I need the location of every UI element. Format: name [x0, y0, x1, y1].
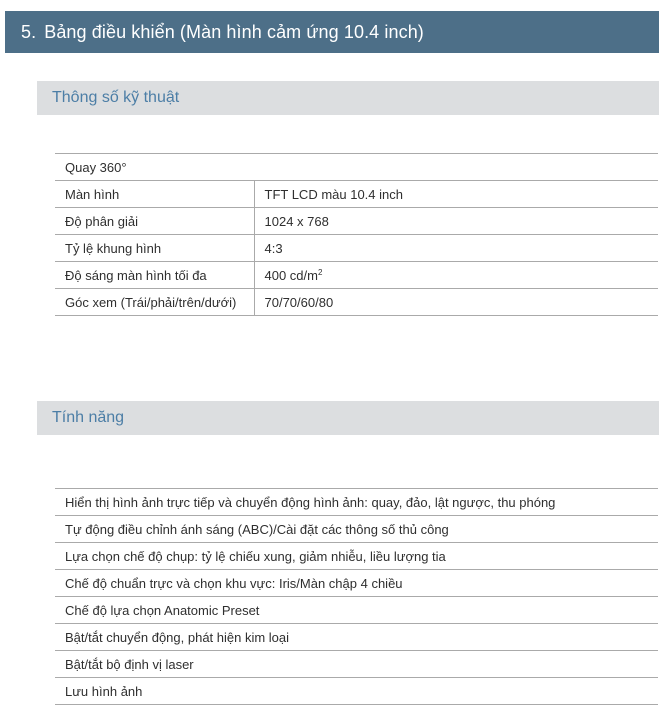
list-item	[55, 624, 658, 651]
spec-value: 400 cd/m	[264, 267, 318, 283]
list-item	[55, 489, 658, 516]
features-section-title: Tính năng	[52, 409, 125, 426]
feature-text: Tự động điều chỉnh ánh sáng (ABC)/Cài đặt các thông số thủ công	[55, 516, 658, 543]
table-row	[55, 181, 658, 208]
spec-label: Góc xem (Trái/phải/trên/dưới)	[55, 289, 254, 316]
spec-value-cell	[254, 262, 658, 289]
spec-value: TFT LCD màu 10.4 inch	[254, 181, 658, 208]
specs-section-header	[37, 81, 659, 115]
spec-label: Độ sáng màn hình tối đa	[55, 262, 254, 289]
page-title: Bảng điều khiển (Màn hình cảm ứng 10.4 inch)	[44, 21, 424, 42]
section-number: 5.	[21, 21, 37, 42]
table-row	[55, 262, 658, 289]
feature-text: Chế độ chuẩn trực và chọn khu vực: Iris/Màn chập 4 chiều	[55, 570, 658, 597]
spec-label: Tỷ lệ khung hình	[55, 235, 254, 262]
spec-value-superscript: 2	[317, 267, 323, 277]
feature-text: Bật/tắt bộ định vị laser	[55, 651, 658, 678]
page-header	[5, 11, 659, 53]
table-row	[55, 154, 658, 181]
table-row	[55, 289, 658, 316]
features-table	[55, 488, 658, 705]
feature-text: Bật/tắt chuyển động, phát hiện kim loại	[55, 624, 658, 651]
list-item	[55, 516, 658, 543]
list-item	[55, 597, 658, 624]
spec-value: 70/70/60/80	[254, 289, 658, 316]
specs-table	[55, 153, 658, 316]
spec-value: 1024 x 768	[254, 208, 658, 235]
feature-text: Chế độ lựa chọn Anatomic Preset	[55, 597, 658, 624]
list-item	[55, 570, 658, 597]
spec-label: Độ phân giải	[55, 208, 254, 235]
feature-text: Lựa chọn chế độ chụp: tỷ lệ chiếu xung, giảm nhiễu, liều lượng tia	[55, 543, 658, 570]
list-item	[55, 543, 658, 570]
feature-text: Hiển thị hình ảnh trực tiếp và chuyển động hình ảnh: quay, đảo, lật ngược, thu phóng	[55, 489, 658, 516]
spec-value: 4:3	[254, 235, 658, 262]
table-row	[55, 208, 658, 235]
spec-label: Màn hình	[55, 181, 254, 208]
feature-text: Lưu hình ảnh	[55, 678, 658, 705]
specs-first-row: Quay 360°	[55, 154, 658, 181]
table-row	[55, 235, 658, 262]
list-item	[55, 651, 658, 678]
list-item	[55, 678, 658, 705]
specs-section-title: Thông số kỹ thuật	[52, 89, 180, 106]
features-section-header	[37, 401, 659, 435]
